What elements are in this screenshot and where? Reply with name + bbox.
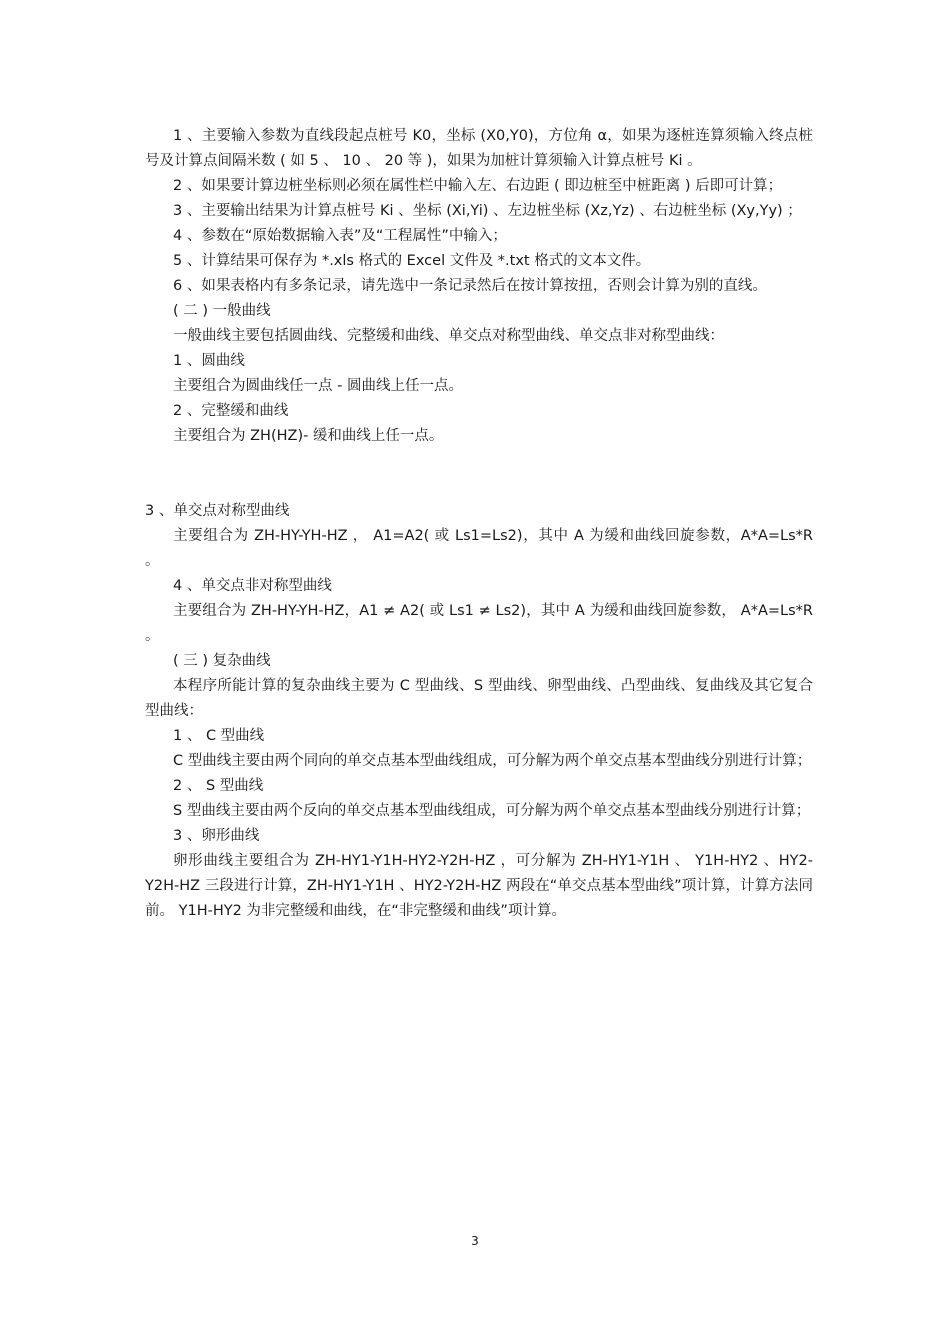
paragraph: 2 、如果要计算边桩坐标则必须在属性栏中输入左、右边距 ( 即边桩至中桩距离 ) 后即可计算； — [173, 178, 783, 194]
paragraph: 6 、如果表格内有多条记录，请先选中一条记录然后在按计算按扭，否则会计算为别的直线。 — [173, 278, 767, 294]
paragraph: 一般曲线主要包括圆曲线、完整缓和曲线、单交点对称型曲线、单交点非对称型曲线： — [173, 328, 724, 344]
paragraph: C 型曲线主要由两个同向的单交点基本型曲线组成，可分解为两个单交点基本型曲线分别进行计算； — [173, 753, 812, 769]
paragraph: 主要组合为 ZH(HZ)- 缓和曲线上任一点。 — [173, 428, 444, 444]
paragraph: 本程序所能计算的复杂曲线主要为 C 型曲线、S 型曲线、卵型曲线、凸型曲线、复曲线及其它复合型曲线： — [145, 678, 813, 719]
paragraph: 1 、主要输入参数为直线段起点桩号 K0，坐标 (X0,Y0)，方位角 α，如果为逐桩连算须输入终点桩号及计算点间隔米数 ( 如 5 、 10 、 20 等 )，如果为加桩计算须输入计算点桩号 Ki 。 — [145, 128, 813, 169]
paragraph: 主要组合为 ZH-HY-YH-HZ，A1 ≠ A2( 或 Ls1 ≠ Ls2)，其中 A 为缓和曲线回旋参数， A*A=Ls*R 。 — [145, 603, 813, 644]
paragraph: 3 、卵形曲线 — [173, 828, 260, 844]
paragraph: 主要组合为 ZH-HY-YH-HZ ， A1=A2( 或 Ls1=Ls2)，其中 A 为缓和曲线回旋参数，A*A=Ls*R 。 — [145, 528, 813, 569]
paragraph: 主要组合为圆曲线任一点 - 圆曲线上任一点。 — [173, 378, 463, 394]
page-number: 3 — [471, 1234, 479, 1248]
paragraph: 2 、完整缓和曲线 — [173, 403, 289, 419]
paragraph: 4 、参数在“原始数据输入表”及“工程属性”中输入； — [173, 228, 507, 244]
paragraph: 3 、单交点对称型曲线 — [145, 503, 290, 519]
paragraph: 1 、 C 型曲线 — [173, 728, 265, 744]
blank-space — [145, 449, 813, 499]
page-content — [145, 124, 813, 924]
section-curve-types — [145, 499, 813, 924]
paragraph: 4 、单交点非对称型曲线 — [173, 578, 332, 594]
paragraph: 2 、 S 型曲线 — [173, 778, 264, 794]
paragraph: 3 、主要输出结果为计算点桩号 Ki 、坐标 (Xi,Yi) 、左边桩坐标 (Xz,Yz) 、右边桩坐标 (Xy,Yy) ； — [173, 203, 802, 219]
paragraph: ( 三 ) 复杂曲线 — [173, 653, 271, 669]
paragraph: ( 二 ) 一般曲线 — [173, 303, 271, 319]
paragraph: 卵形曲线主要组合为 ZH-HY1-Y1H-HY2-Y2H-HZ ，可分解为 ZH-HY1-Y1H 、 Y1H-HY2 、HY2-Y2H-HZ 三段进行计算，ZH-HY1-Y1H 、HY2-Y2H-HZ 两段在“单交点基本型曲线”项计算，计算方法同前。 Y1H-HY2 为非完整缓和曲线，在“非完整缓和曲线”项计算。 — [145, 853, 813, 919]
paragraph: 1 、圆曲线 — [173, 353, 245, 369]
paragraph: 5 、计算结果可保存为 *.xls 格式的 Excel 文件及 *.txt 格式的文本文件。 — [173, 253, 651, 269]
paragraph: S 型曲线主要由两个反向的单交点基本型曲线组成，可分解为两个单交点基本型曲线分别进行计算； — [173, 803, 811, 819]
section-straight-and-general-curves — [145, 124, 813, 449]
